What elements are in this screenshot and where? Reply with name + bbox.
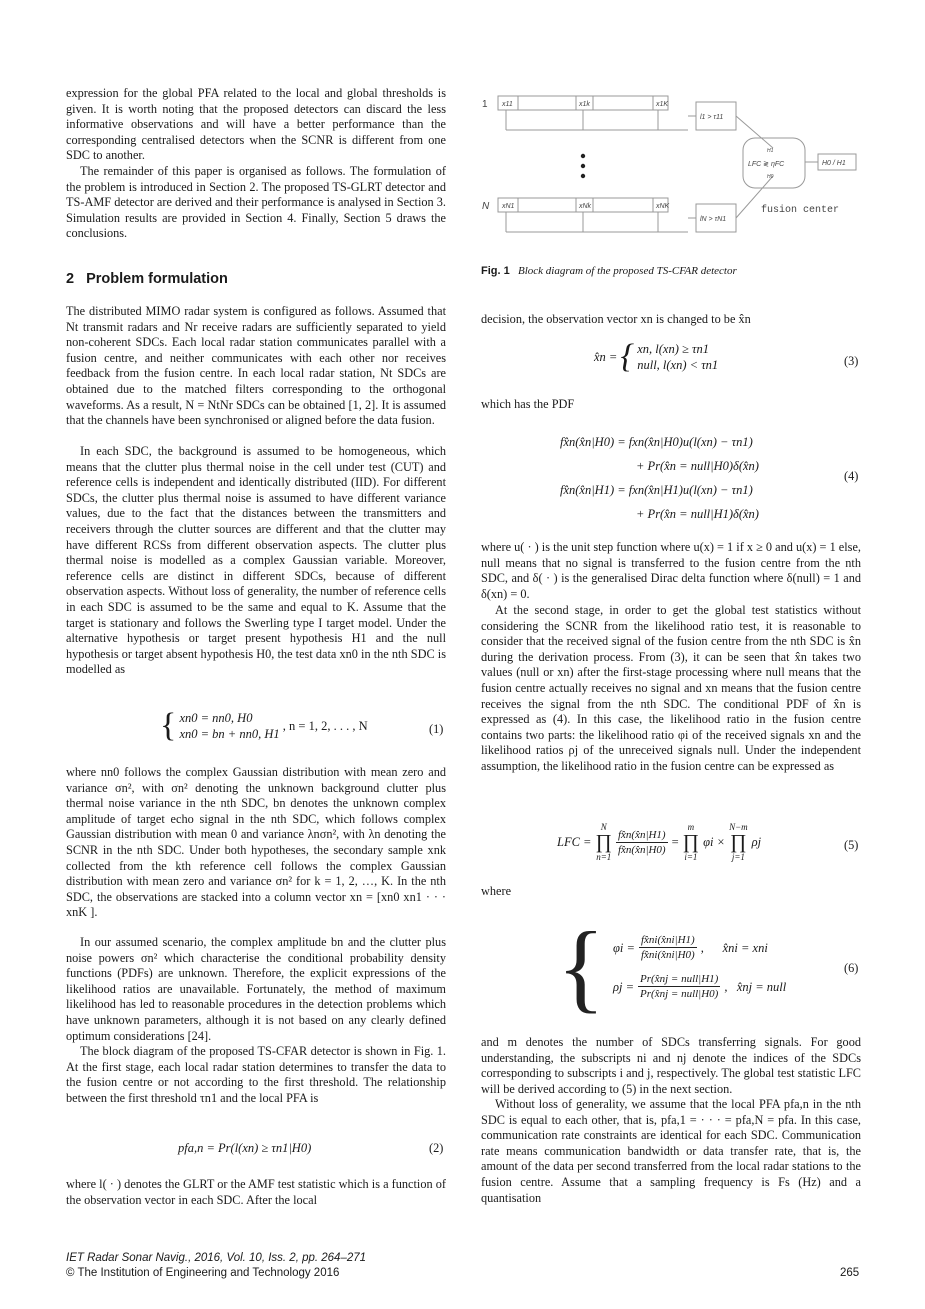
section-title: Problem formulation bbox=[86, 271, 228, 287]
test-n: lN > τN1 bbox=[700, 216, 727, 223]
intro-paragraph-1: expression for the global PFA related to the local and global thresholds is given. It is worth noting that the proposed detectors can discard the less informative observations and will have a better performance than the corresponding centralised detectors when the SCNR is different from one SDC to another. bbox=[66, 86, 446, 163]
cell-xN1: xN1 bbox=[502, 203, 515, 210]
eq6-phi-cond: , x̂ni = xni bbox=[700, 940, 768, 955]
eq5-middle: φi × bbox=[703, 835, 726, 849]
eq5-end: ρj bbox=[751, 835, 762, 849]
body-paragraph-6: where l( · ) denotes the GLRT or the AMF test statistic which is a function of the observation vector in each SDC. After the local bbox=[66, 1177, 446, 1207]
row-1-label: 1 bbox=[482, 99, 488, 110]
equation-6 bbox=[557, 912, 786, 1022]
row-n-label: N bbox=[482, 201, 490, 212]
eq1-line-1: xn0 = nn0, H0 bbox=[179, 711, 253, 725]
eq5-frac-num: fx̂n(x̂n|H1) bbox=[617, 828, 666, 841]
right-paragraph-4: At the second stage, in order to get the global test statistics without considering the SCNR from the likelihood ratio test, it is reasonable to consider that the received signal of the fusion centre from the nth SDC is x̂n during the derivation process. From (3), it can be seen that x̂n takes two values (null or xn) after the first-stage processing where null means that the fusion centre actually receives no signal and xn means that the fusion centre receives the signal from the nth SDC. The conditional PDF of x̂n is expressed as (4). In this case, the likelihood ratio in the fusion centre contains two parts: the likelihood ratio φi of the received signals xn and the likelihood ratios ρj of the unreceived signals null. Under the independent assumption, the likelihood ratio in the fusion centre can be expressed as bbox=[481, 603, 861, 773]
eq5-prod2-bot: i=1 bbox=[684, 852, 698, 862]
figure-1-caption bbox=[481, 265, 861, 277]
eq5-prod3-top: N−m bbox=[729, 822, 748, 832]
eq3-number: (3) bbox=[844, 354, 859, 368]
equation-4 bbox=[560, 430, 759, 526]
eq4-line-1: fx̂n(x̂n|H0) = fxn(x̂n|H0)u(l(xn) − τn1) bbox=[560, 435, 753, 449]
body-paragraph-2: In each SDC, the background is assumed to be homogeneous, which means that the clutter plus thermal noise in the cell under test (CUT) and reference cells is independent and identically distributed (IID). For different SDCs, the clutter plus thermal noise is assumed to have different variance values, due to the fact that the distances between the transmitters and receivers through the clutter sources are different and that the clutter may have different RCSs from different observation aspects. The clutter plus thermal noise is modelled as a complex Gaussian variable. Moreover, reference cells are distinct in different SDCs, because of different observation aspects. Without loss of generality, the number of reference cells in each SDC is assumed to be the same and equal to K. Assume that the target is stationary and follows the Swerling type I target model. Under the alternative hypothesis or target present hypothesis H1 and the null hypothesis or target absent hypothesis H0, the test data xn0 in the nth SDC is modelled as bbox=[66, 444, 446, 677]
dot-2 bbox=[581, 164, 585, 168]
eq1-range: , n = 1, 2, . . . , N bbox=[282, 719, 368, 733]
eq4-line-3: fx̂n(x̂n|H1) = fxn(x̂n|H1)u(l(xn) − τn1) bbox=[560, 483, 753, 497]
eq6-rho-cond: , x̂nj = null bbox=[724, 979, 787, 994]
caption-label: Fig. 1 bbox=[481, 265, 510, 277]
eq6-phi-num: fx̂ni(x̂ni|H1) bbox=[640, 934, 695, 946]
eq1-brace: { bbox=[160, 707, 177, 744]
body-paragraph-3: where nn0 follows the complex Gaussian distribution with mean zero and variance σn², with σn² denoting the unknown background clutter plus thermal noise variance in the nth SDC, bn denotes the unknown complex amplitude of target echo signal in the nth SDC, which follows complex Gaussian distribution with mean 0 and variance λnσn², with λn denoting the SCNR in the nth SDC. Under both hypotheses, the secondary sample xnk collected from the kth reference cell follows the complex Gaussian distribution with mean zero and variance σn² for k = 1, 2, …, K. In the nth SDC, the observations are stacked into a column vector xn = [xn0 xn1 · · · xnK ]. bbox=[66, 765, 446, 920]
equation-5: LFC = N ∏ n=1 $\frac{fx̂n(x̂n|H1)}{fx̂n(x̂n|H0)}$ = m ∏ i=1 φi × N−m ∏ j=1 ρj bbox=[557, 822, 762, 862]
eq4-line-2: + Pr(x̂n = null|H0)δ(x̂n) bbox=[636, 459, 759, 473]
equation-1 bbox=[160, 707, 368, 744]
eq6-brace: { bbox=[557, 911, 605, 1022]
cell-xNK: xNK bbox=[656, 203, 670, 210]
body-paragraph-5: The block diagram of the proposed TS-CFAR detector is shown in Fig. 1. At the first stage, each local radar station determines to transfer the data to the fusion centre or not according to the first threshold. The relationship between the first threshold τn1 and the local PFA is bbox=[66, 1044, 446, 1105]
eq5-prod2-top: m bbox=[687, 822, 695, 832]
right-paragraph-6: and m denotes the number of SDCs transferring signals. For good understanding, the subscripts ni and nj denote the indices of the SDCs corresponding to subscripts i and j, respectively. The global test statistic LFC will be derived according to (5) in the next section. bbox=[481, 1035, 861, 1096]
eq4-line-4: + Pr(x̂n = null|H1)δ(x̂n) bbox=[636, 507, 759, 521]
eq4-number: (4) bbox=[844, 469, 859, 483]
eq6-phi: φi = bbox=[613, 940, 635, 955]
decision-output: H0 / H1 bbox=[822, 160, 846, 167]
dot-1 bbox=[581, 154, 585, 158]
eq5-equals: = bbox=[671, 835, 679, 849]
cell-xNk: xNk bbox=[579, 203, 592, 210]
eq3-line-1: xn, l(xn) ≥ τn1 bbox=[637, 342, 709, 356]
cell-x1k: x1k bbox=[579, 101, 590, 108]
eq6-phi-den: fx̂ni(x̂ni|H0) bbox=[640, 949, 695, 961]
body-paragraph-1: The distributed MIMO radar system is configured as follows. Assumed that Nt transmit radars and Nr receive radars are sufficiently separated to yield non-coherent SDCs. Each local radar station communicates parallel with a fusion centre, and neither communicates with each other nor receives feedback from the fusion centre. In each local radar station, Nt SDCs are obtained due to the matched filters corresponding to the orthogonal waveforms. As a result, N = NtNr SDCs can be obtained [1, 2]. It is assumed that the channels have been synchronised or aligned before the data fusion. bbox=[66, 304, 446, 428]
fusion-center-label: fusion center bbox=[761, 205, 840, 216]
eq1-number: (1) bbox=[429, 722, 444, 736]
figure-1-block-diagram bbox=[478, 88, 878, 258]
cell-x1K: x1K bbox=[656, 101, 669, 108]
fc-h0: H0 bbox=[767, 174, 774, 180]
section-heading bbox=[66, 272, 446, 288]
eq6-rho-num: Pr(x̂nj = null|H1) bbox=[640, 973, 719, 985]
right-paragraph-7: Without loss of generality, we assume that the local PFA pfa,n in the nth SDC is equal to each other, that is, pfa,1 = · · · = pfa,N = pfa. In this case, communication rate constraints are identical for each SDC. Communication rate means communication bandwidth or data transfer rate, that is, the amount of the data per second transferred from the local radar stations to the fusion centre. Assume that a sampling frequency is Fs (Hz) and a quantisation bbox=[481, 1097, 861, 1205]
eq6-rho-den: Pr(x̂nj = null|H0) bbox=[640, 988, 719, 1000]
right-paragraph-3: where u( · ) is the unit step function where u(x) = 1 if x ≥ 0 and u(x) = 1 else, null means that no signal is transferred to the fusion centre from the nth SDC, and δ( · ) is the generalised Dirac delta function where δ(null) = 1 and δ(xn) = 0. bbox=[481, 540, 861, 601]
equation-2: pfa,n = Pr(l(xn) ≥ τn1|H0) bbox=[178, 1141, 312, 1155]
fc-rule: LFC ≷ ηFC bbox=[748, 161, 785, 168]
eq3-lhs: x̂n = bbox=[594, 350, 618, 364]
eq5-prod1-top: N bbox=[600, 822, 607, 832]
fc-h1: H1 bbox=[767, 148, 774, 154]
caption-text: Block diagram of the proposed TS-CFAR detector bbox=[517, 265, 737, 277]
eq6-number: (6) bbox=[844, 961, 859, 975]
section-number: 2 bbox=[66, 271, 75, 287]
intro-paragraph-2: The remainder of this paper is organised as follows. The formulation of the problem is introduced in Section 2. The proposed TS-GLRT detector and TS-AMF detector are derived and their performance is analysed in Section 3. Simulation results are provided in Section 4. Finally, Section 5 draws the conclusions. bbox=[66, 164, 446, 241]
eq1-line-2: xn0 = bn + nn0, H1 bbox=[179, 727, 280, 741]
equation-3 bbox=[594, 338, 719, 375]
eq2-number: (2) bbox=[429, 1141, 444, 1155]
cell-x11: x11 bbox=[502, 101, 513, 108]
eq3-brace: { bbox=[620, 338, 635, 375]
eq3-line-2: null, l(xn) < τn1 bbox=[637, 358, 719, 372]
right-paragraph-5: where bbox=[481, 884, 512, 898]
eq5-prod3-bot: j=1 bbox=[731, 852, 745, 862]
eq5-frac-den: fx̂n(x̂n|H0) bbox=[617, 843, 666, 856]
dot-3 bbox=[581, 174, 585, 178]
eq5-number: (5) bbox=[844, 838, 859, 852]
eq5-prod1-bot: n=1 bbox=[596, 852, 612, 862]
right-paragraph-2: which has the PDF bbox=[481, 397, 575, 411]
copyright: © The Institution of Engineering and Technology 2016 bbox=[66, 1267, 340, 1279]
eq6-rho: ρj = bbox=[613, 979, 635, 994]
body-paragraph-4: In our assumed scenario, the complex amplitude bn and the clutter plus noise powers σn² which characterise the conditional probability density functions (PDFs) are unknown. Therefore, the explicit expressions of the likelihood ratios are unavailable. Fortunately, the method of maximum likelihood has led to reasonable procedures in the detection problems which have unknown parameters, although it is not based on any clearly defined optimum considerations [24]. bbox=[66, 935, 446, 1043]
page-number: 265 bbox=[840, 1267, 860, 1279]
footer-journal bbox=[66, 1251, 366, 1281]
test-1: l1 > τ11 bbox=[700, 114, 724, 121]
right-paragraph-1: decision, the observation vector xn is changed to be x̂n bbox=[481, 312, 751, 326]
journal-citation: IET Radar Sonar Navig., 2016, Vol. 10, Iss. 2, pp. 264–271 bbox=[66, 1252, 367, 1264]
eq5-lhs: LFC = bbox=[557, 835, 592, 849]
